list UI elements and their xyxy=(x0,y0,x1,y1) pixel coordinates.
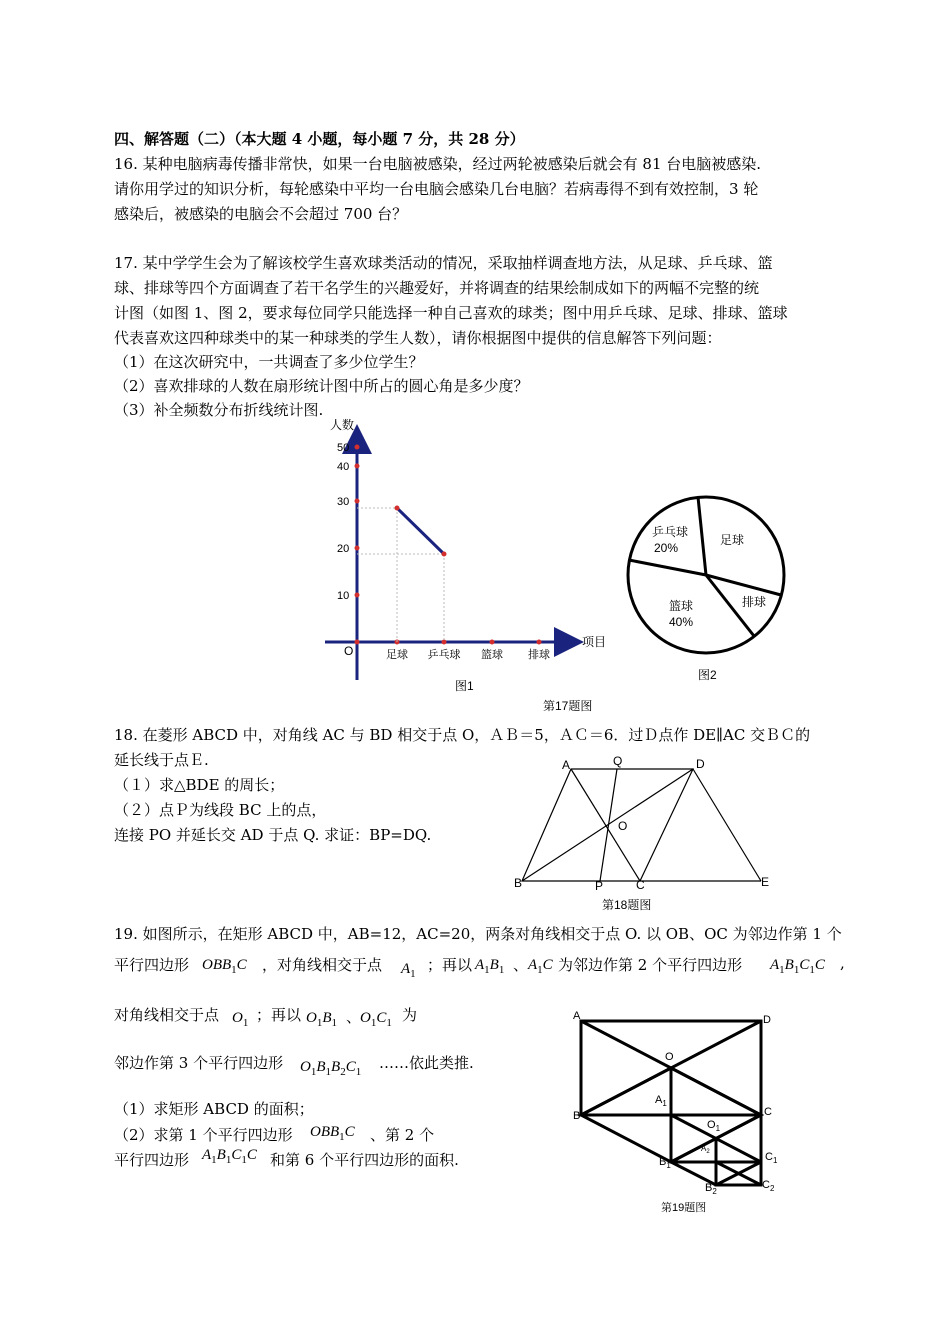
q18-caption: 第18题图 xyxy=(602,898,652,912)
pie-slice-label-pingpong: 乒乓球 xyxy=(652,525,689,539)
q19-sub-1: （1）求矩形 ABCD 的面积； xyxy=(114,1100,314,1118)
section-title: 四、解答题（二）（本大题 4 小题，每小题 7 分，共 28 分） xyxy=(114,130,525,148)
q17-line-4: 代表喜欢这四种球类中的某一种球类的学生人数），请你根据图中提供的信息解答下列问题： xyxy=(114,329,722,347)
segment-de xyxy=(693,769,761,881)
q19-caption: 第19题图 xyxy=(661,1202,707,1214)
fig2-caption: 图2 xyxy=(698,668,717,682)
q18-line-3: （１）求△BDE 的周长； xyxy=(114,776,285,794)
math-o1b1b2c1: $O_1B_1B_2C_1$ xyxy=(300,1059,362,1078)
q19-line-4a: 邻边作第 3 个平行四边形 xyxy=(114,1054,284,1072)
svg-text:O: O xyxy=(665,1051,674,1063)
svg-text:D: D xyxy=(763,1014,771,1026)
pie-slice-pct-basketball: 40% xyxy=(669,615,694,629)
q16-line-3: 感染后，被感染的电脑会不会超过 700 台？ xyxy=(114,205,408,223)
q19-line-2d: 、 xyxy=(513,956,529,974)
point-d: D xyxy=(696,757,705,771)
data-point xyxy=(395,506,400,511)
q19-line-2a: 平行四边形 xyxy=(114,956,190,974)
svg-text:C1: $C_1$ xyxy=(765,1151,778,1165)
math-obb1c: $OBB_1C$ xyxy=(202,957,247,976)
svg-text:B1: $B_1$ xyxy=(659,1156,671,1170)
y-tick-label: 10 xyxy=(337,590,350,602)
segment-pq xyxy=(600,769,617,881)
x-tick-dot xyxy=(490,640,495,645)
q19-line-3d: 为 xyxy=(402,1006,418,1024)
origin-label: O xyxy=(344,644,354,658)
point-e: E xyxy=(761,875,770,889)
q19-line-3c: 、 xyxy=(346,1008,362,1026)
point-o: O xyxy=(618,819,628,833)
x-axis-label: 项目 xyxy=(582,635,607,649)
svg-text:A: A xyxy=(573,1010,581,1022)
data-point xyxy=(442,552,447,557)
q17-caption: 第17题图 xyxy=(543,699,593,713)
svg-text:C: C xyxy=(764,1106,772,1118)
q19-line-2b: ，对角线相交于点 xyxy=(262,956,383,974)
pie-slice-label-basketball: 篮球 xyxy=(669,599,694,613)
point-p: P xyxy=(595,879,604,893)
y-tick-label: 30 xyxy=(337,496,350,508)
y-tick-label: 20 xyxy=(337,543,350,555)
q18-line-4: （２）点Ｐ为线段 BC 上的点， xyxy=(114,801,327,819)
y-tick-dot xyxy=(355,445,360,450)
math-o1: $O_1$ xyxy=(232,1010,249,1029)
q17-line-3: 计图（如图 1、图 2，要求每位同学只能选择一种自己喜欢的球类；图中用乒乓球、足球、排球、篮球 xyxy=(114,304,788,322)
series-line xyxy=(397,508,444,554)
point-a: A xyxy=(562,758,571,772)
svg-text:B2: $B_2$ xyxy=(705,1182,717,1196)
q16-line-2: 请你用学过的知识分析，每轮感染中平均一台电脑会感染几台电脑？若病毒得不到有效控制，3 轮 xyxy=(114,180,759,198)
q19-sub-2a: （2）求第 1 个平行四边形 xyxy=(114,1126,293,1144)
y-tick-label: 50 xyxy=(337,442,350,454)
pie-slice-label-football: 足球 xyxy=(720,533,745,547)
svg-text:B: B xyxy=(573,1110,581,1122)
svg-text:C2: $C_2$ xyxy=(762,1179,775,1193)
math-a1b1c1c-2: $A_1B_1C_1C$ xyxy=(202,1147,257,1166)
y-tick-dot xyxy=(355,546,360,551)
y-tick-dot xyxy=(355,593,360,598)
q19-line-7b: 和第 6 个平行四边形的面积. xyxy=(270,1151,459,1169)
math-a1b1c1c: $A_1B_1C_1C$ xyxy=(770,957,825,976)
q19-line-4b: ……依此类推. xyxy=(379,1054,474,1072)
point-b: B xyxy=(514,876,523,890)
q18-line-2: 延长线于点Ｅ. xyxy=(114,751,209,769)
x-category-label: 足球 xyxy=(386,649,408,661)
q19-line-2c: ；再以 xyxy=(427,956,473,974)
q19-sub-2b: 、第 2 个 xyxy=(370,1126,435,1144)
q19-rectangle-figure xyxy=(565,1005,795,1220)
origin-dot xyxy=(355,640,360,645)
x-category-label: 乒乓球 xyxy=(427,649,461,661)
y-tick-label: 40 xyxy=(337,461,350,473)
math-obb1c-2: $OBB_1C$ xyxy=(310,1124,355,1143)
svg-text:A1: $A_1$ xyxy=(655,1094,667,1108)
q17-sub-2: （2）喜欢排球的人数在扇形统计图中所占的圆心角是多少度？ xyxy=(114,377,529,395)
math-a1b1: $A_1B_1$ xyxy=(475,957,505,976)
q19-line-7a: 平行四边形 xyxy=(114,1151,190,1169)
q18-line-1: 18. 在菱形 ABCD 中，对角线 AC 与 BD 相交于点 O，ＡＢ＝5，ＡＣ＝6．过Ｄ点作 DE∥AC 交ＢＣ的 xyxy=(114,726,811,744)
pie-slice-pct-pingpong: 20% xyxy=(654,541,679,555)
q16-line-1: 16. 某种电脑病毒传播非常快，如果一台电脑被感染，经过两轮被感染后就会有 81 台电脑被感染. xyxy=(114,155,762,173)
point-q: Q xyxy=(613,754,623,768)
diagonal-bd xyxy=(522,769,693,881)
q17-line-1: 17. 某中学学生会为了解该校学生喜欢球类活动的情况，采取抽样调查地方法，从足球、乒乓球、篮 xyxy=(114,254,773,272)
diagonal-ac xyxy=(571,769,640,881)
point-c: C xyxy=(636,878,645,892)
svg-text:O1: $O_1$ xyxy=(707,1119,721,1133)
q17-line-2: 球、排球等四个方面调查了若干名学生的兴趣爱好，并将调查的结果绘制成如下的两幅不完整的统 xyxy=(114,279,760,297)
pie-slice-label-volleyball: 排球 xyxy=(742,595,767,609)
y-axis-label: 人数 xyxy=(330,418,355,432)
fig1-caption: 图1 xyxy=(455,679,474,693)
q19-line-3b: ；再以 xyxy=(256,1006,302,1024)
x-tick-dot xyxy=(537,640,542,645)
q17-sub-3: （3）补全频数分布折线统计图. xyxy=(114,401,324,419)
q18-line-5: 连接 PO 并延长交 AD 于点 Q. 求证：BP=DQ. xyxy=(114,826,432,844)
x-category-label: 篮球 xyxy=(481,649,503,661)
math-a1c: $A_1C$ xyxy=(528,957,553,976)
q17-sub-1: （1）在这次研究中，一共调查了多少位学生？ xyxy=(114,353,424,371)
y-tick-dot xyxy=(355,464,360,469)
q19-line-3a: 对角线相交于点 xyxy=(114,1006,220,1024)
y-tick-dot xyxy=(355,499,360,504)
q19-line-2e: 为邻边作第 2 个平行四边形 xyxy=(558,956,743,974)
math-a1: $A_1$ xyxy=(401,961,416,980)
x-category-label: 排球 xyxy=(528,649,550,661)
math-o1b1: $O_1B_1$ xyxy=(306,1010,338,1029)
q17-fig1-line-chart xyxy=(310,412,620,697)
math-o1c1: $O_1C_1$ xyxy=(360,1010,392,1029)
q18-rhombus-figure xyxy=(508,752,798,914)
q17-fig2-pie-chart xyxy=(622,488,792,688)
svg-text:A2: $A_2$ xyxy=(701,1144,710,1155)
q19-line-1: 19. 如图所示，在矩形 ABCD 中，AB=12，AC=20，两条对角线相交于点 O. 以 OB、OC 为邻边作第 1 个 xyxy=(114,925,842,943)
